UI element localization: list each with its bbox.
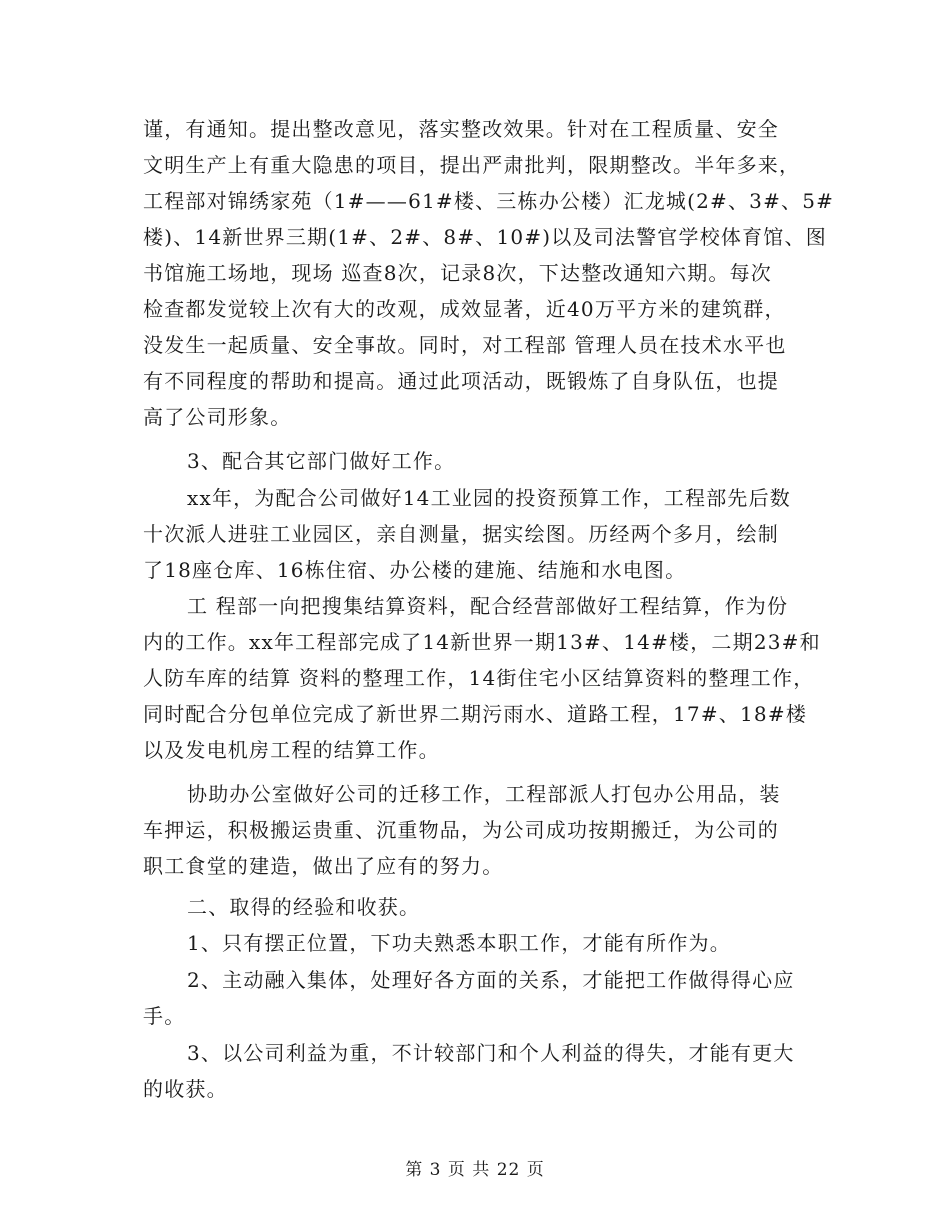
section-heading-2: 二、取得的经验和收获。: [187, 895, 421, 919]
text-line-6: 检查都发觉较上次有大的改观，成效显著，近40万平方米的建筑群，: [143, 297, 786, 321]
text-line-25: 手。: [143, 1004, 186, 1028]
section-heading-3: 3、配合其它部门做好工作。: [187, 449, 456, 473]
text-line-13: 了18座仓库、16栋住宿、办公楼的建施、结施和水电图。: [143, 558, 687, 582]
text-line-23: 1、只有摆正位置，下功夫熟悉本职工作，才能有所作为。: [187, 931, 731, 955]
text-line-2: 文明生产上有重大隐患的项目，提出严肃批判，限期整改。半年多来，: [143, 153, 801, 177]
text-line-8: 有不同程度的帮助和提高。通过此项活动，既锻炼了自身队伍，也提: [143, 369, 779, 393]
text-line-26: 3、以公司利益为重，不计较部门和个人利益的得失，才能有更大: [187, 1041, 795, 1065]
text-line-19: 协助办公室做好公司的迁移工作，工程部派人打包办公用品，装: [187, 782, 781, 806]
text-line-3: 工程部对锦绣家苑（1#——61#楼、三栋办公楼）汇龙城(2#、3#、5#: [143, 189, 835, 213]
text-line-16: 人防车库的结算 资料的整理工作，14街住宅小区结算资料的整理工作，: [143, 666, 815, 690]
page-number-footer: 第 3 页 共 22 页: [405, 1160, 545, 1180]
text-line-7: 没发生一起质量、安全事故。同时，对工程部 管理人员在技术水平也: [143, 333, 787, 357]
text-line-20: 车押运，积极搬运贵重、沉重物品，为公司成功按期搬迁，为公司的: [143, 818, 779, 842]
text-line-5: 书馆施工场地，现场 巡查8次，记录8次，下达整改通知六期。每次: [143, 261, 773, 285]
text-line-17: 同时配合分包单位完成了新世界二期污雨水、道路工程，17#、18#楼: [143, 702, 808, 726]
text-line-12: 十次派人进驻工业园区，亲自测量，据实绘图。历经两个多月，绘制: [143, 522, 779, 546]
text-line-4: 楼)、14新世界三期(1#、2#、8#、10#)以及司法警官学校体育馆、图: [143, 225, 827, 249]
text-line-18: 以及发电机房工程的结算工作。: [143, 738, 440, 762]
text-line-21: 职工食堂的建造，做出了应有的努力。: [143, 854, 504, 878]
text-line-24: 2、主动融入集体，处理好各方面的关系，才能把工作做得得心应: [187, 968, 795, 992]
text-line-1: 谨，有通知。提出整改意见，落实整改效果。针对在工程质量、安全: [143, 117, 779, 141]
text-line-27: 的收获。: [143, 1077, 228, 1101]
text-line-14: 工 程部一向把搜集结算资料，配合经营部做好工程结算，作为份: [187, 594, 789, 618]
text-line-15: 内的工作。xx年工程部完成了14新世界一期13#、14#楼，二期23#和: [143, 630, 821, 654]
text-line-9: 高了公司形象。: [143, 405, 292, 429]
text-line-11: xx年，为配合公司做好14工业园的投资预算工作，工程部先后数: [187, 486, 792, 510]
